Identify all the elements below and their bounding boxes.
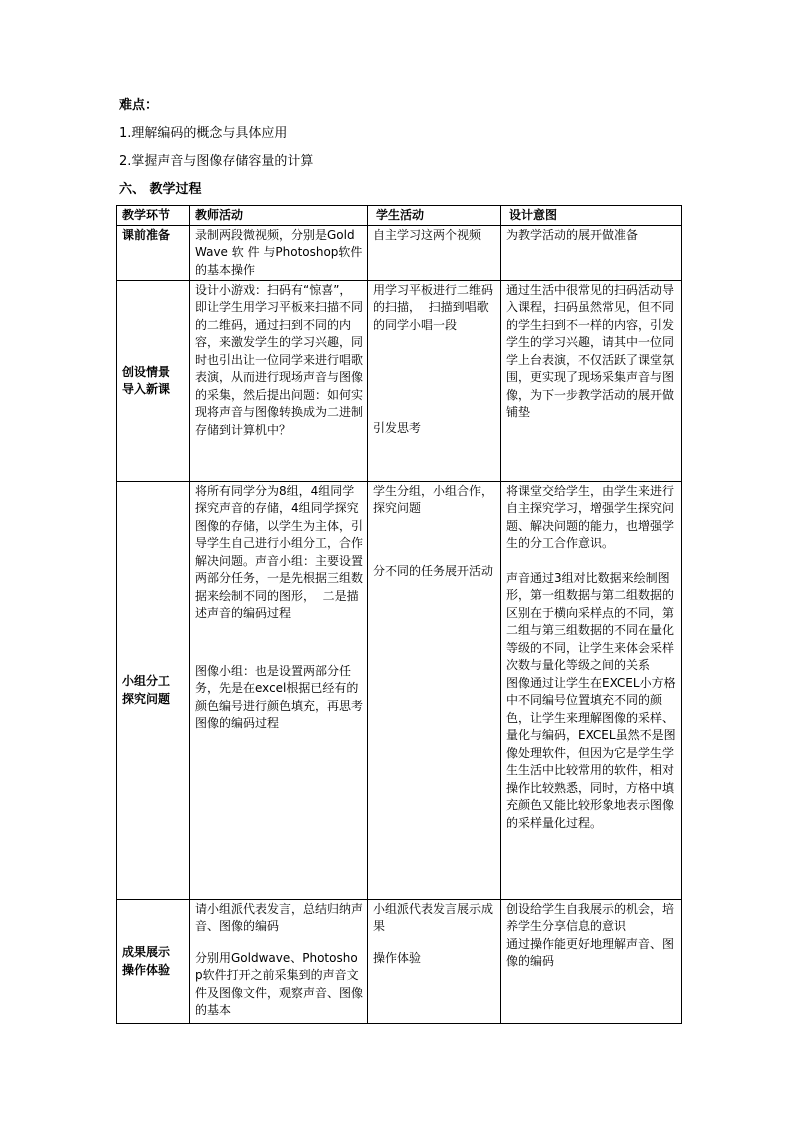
teacher-activity-cell [190,899,368,1023]
student-activity-text: 自主学习这两个视频 [373,227,482,242]
table-header-row [117,206,682,226]
phase-label: 创设情景导入新课 [122,364,171,396]
student-activity-extra: 分不同的任务展开活动 [373,563,494,578]
design-intent-text: 为教学活动的展开做准备 [506,227,639,242]
phase-cell [117,280,190,481]
difficulty-point-1: 1.理解编码的概念与具体应用 [119,126,288,141]
table-row [117,225,682,280]
design-intent-cell [501,280,682,481]
phase-cell [117,225,190,280]
student-activity-text: 学生分组，小组合作，探究问题 [373,483,494,515]
design-intent-cell [501,225,682,280]
teacher-activity-cell [190,481,368,899]
design-intent-cell [501,481,682,899]
phase-cell [117,899,190,1023]
phase-cell [117,481,190,899]
student-activity-text: 小组派代表发言展示成果 [373,901,494,933]
teacher-activity-text: 请小组派代表发言，总结归纳声音、图像的编码 [195,901,364,933]
design-intent-cell [501,899,682,1023]
student-activity-cell [368,280,501,481]
phase-label: 课前准备 [122,227,171,242]
student-activity-extra: 操作体验 [373,950,422,965]
student-activity-cell [368,225,501,280]
difficulty-heading: 难点： [119,98,159,113]
design-intent-text: 将课堂交给学生，由学生来进行自主探究学习，增强学生探究问题、解决问题的能力，也增强学生的分工合作意识。 [506,483,675,550]
teacher-activity-extra: 分别用Goldwave、Photoshop软件打开之前采集到的声音文件及图像文件，观察声音、图像的基本 [195,950,364,1017]
header-design-intent: 设计意图 [501,206,682,226]
teacher-activity-cell [190,225,368,280]
student-activity-extra: 引发思考 [373,421,422,435]
teacher-activity-text: 录制两段微视频，分别是GoldWave 软 件 与Photoshop软件的基本操作 [195,227,363,277]
table-row [117,481,682,899]
teacher-activity-extra: 图像小组：也是设置两部分任务，先是在excel根据已经有的颜色编号进行颜色填充，再思考图像的编码过程 [195,663,364,730]
design-intent-text: 创设给学生自我展示的机会，培养学生分享信息的意识 通过操作能更好地理解声音、图像的编码 [506,901,675,968]
section-heading: 六、 教学过程 [119,182,202,197]
header-phase: 教学环节 [117,206,190,226]
student-activity-cell [368,899,501,1023]
student-activity-cell [368,481,501,899]
phase-label: 成果展示操作体验 [122,945,171,977]
phase-label: 小组分工探究问题 [122,674,171,706]
student-activity-text: 用学习平板进行二维码的扫描， 扫描到唱歌的同学小唱一段 [373,282,494,332]
teaching-process-table [116,205,682,1024]
teacher-activity-text: 将所有同学分为8组，4组同学探究声音的存储，4组同学探究图像的存储，以学生为主体，引导学生自己进行小组分工，合作解决问题。声音小组：主要设置两部分任务，一是先根据三组数据来绘制不同的图形， 二是描述声音的编码过程 [195,483,364,620]
difficulty-point-2: 2.掌握声音与图像存储容量的计算 [119,154,314,169]
design-intent-text: 通过生活中很常见的扫码活动导入课程，扫码虽然常见，但不同的学生扫到不一样的内容，引发学生的学习兴趣，请其中一位同学上台表演，不仅活跃了课堂氛围，更实现了现场采集声音与图像，为下一步教学活动的展开做铺垫 [506,282,675,419]
table-row [117,899,682,1023]
teacher-activity-text: 设计小游戏：扫码有“惊喜”，即让学生用学习平板来扫描不同的二维码，通过扫到不同的内容，来激发学生的学习兴趣，同时也引出让一位同学来进行唱歌表演，从而进行现场声音与图像的采集，然后提出问题：如何实现将声音与图像转换成为二进制存储到计算机中？ [195,282,364,437]
design-intent-extra: 声音通过3组对比数据来绘制图形，第一组数据与第二组数据的区别在于横向采样点的不同，第二组与第三组数据的不同在量化等级的不同，让学生来体会采样次数与量化等级之间的关系 图像通过让学生在EXCEL小方格中不同编号位置填充不同的颜色，让学生来理解图像的采样、量化与编码，EXCEL虽然不是图像处理软件，但因为它是学生学生生活中比较常用的软件，相对操作比较熟悉，同时，方格中填充颜色又能比较形象地表示图像的采样量化过程。 [506,570,676,830]
header-teacher-activity: 教师活动 [190,206,368,226]
teacher-activity-cell [190,280,368,481]
table-row [117,280,682,481]
header-student-activity: 学生活动 [368,206,501,226]
